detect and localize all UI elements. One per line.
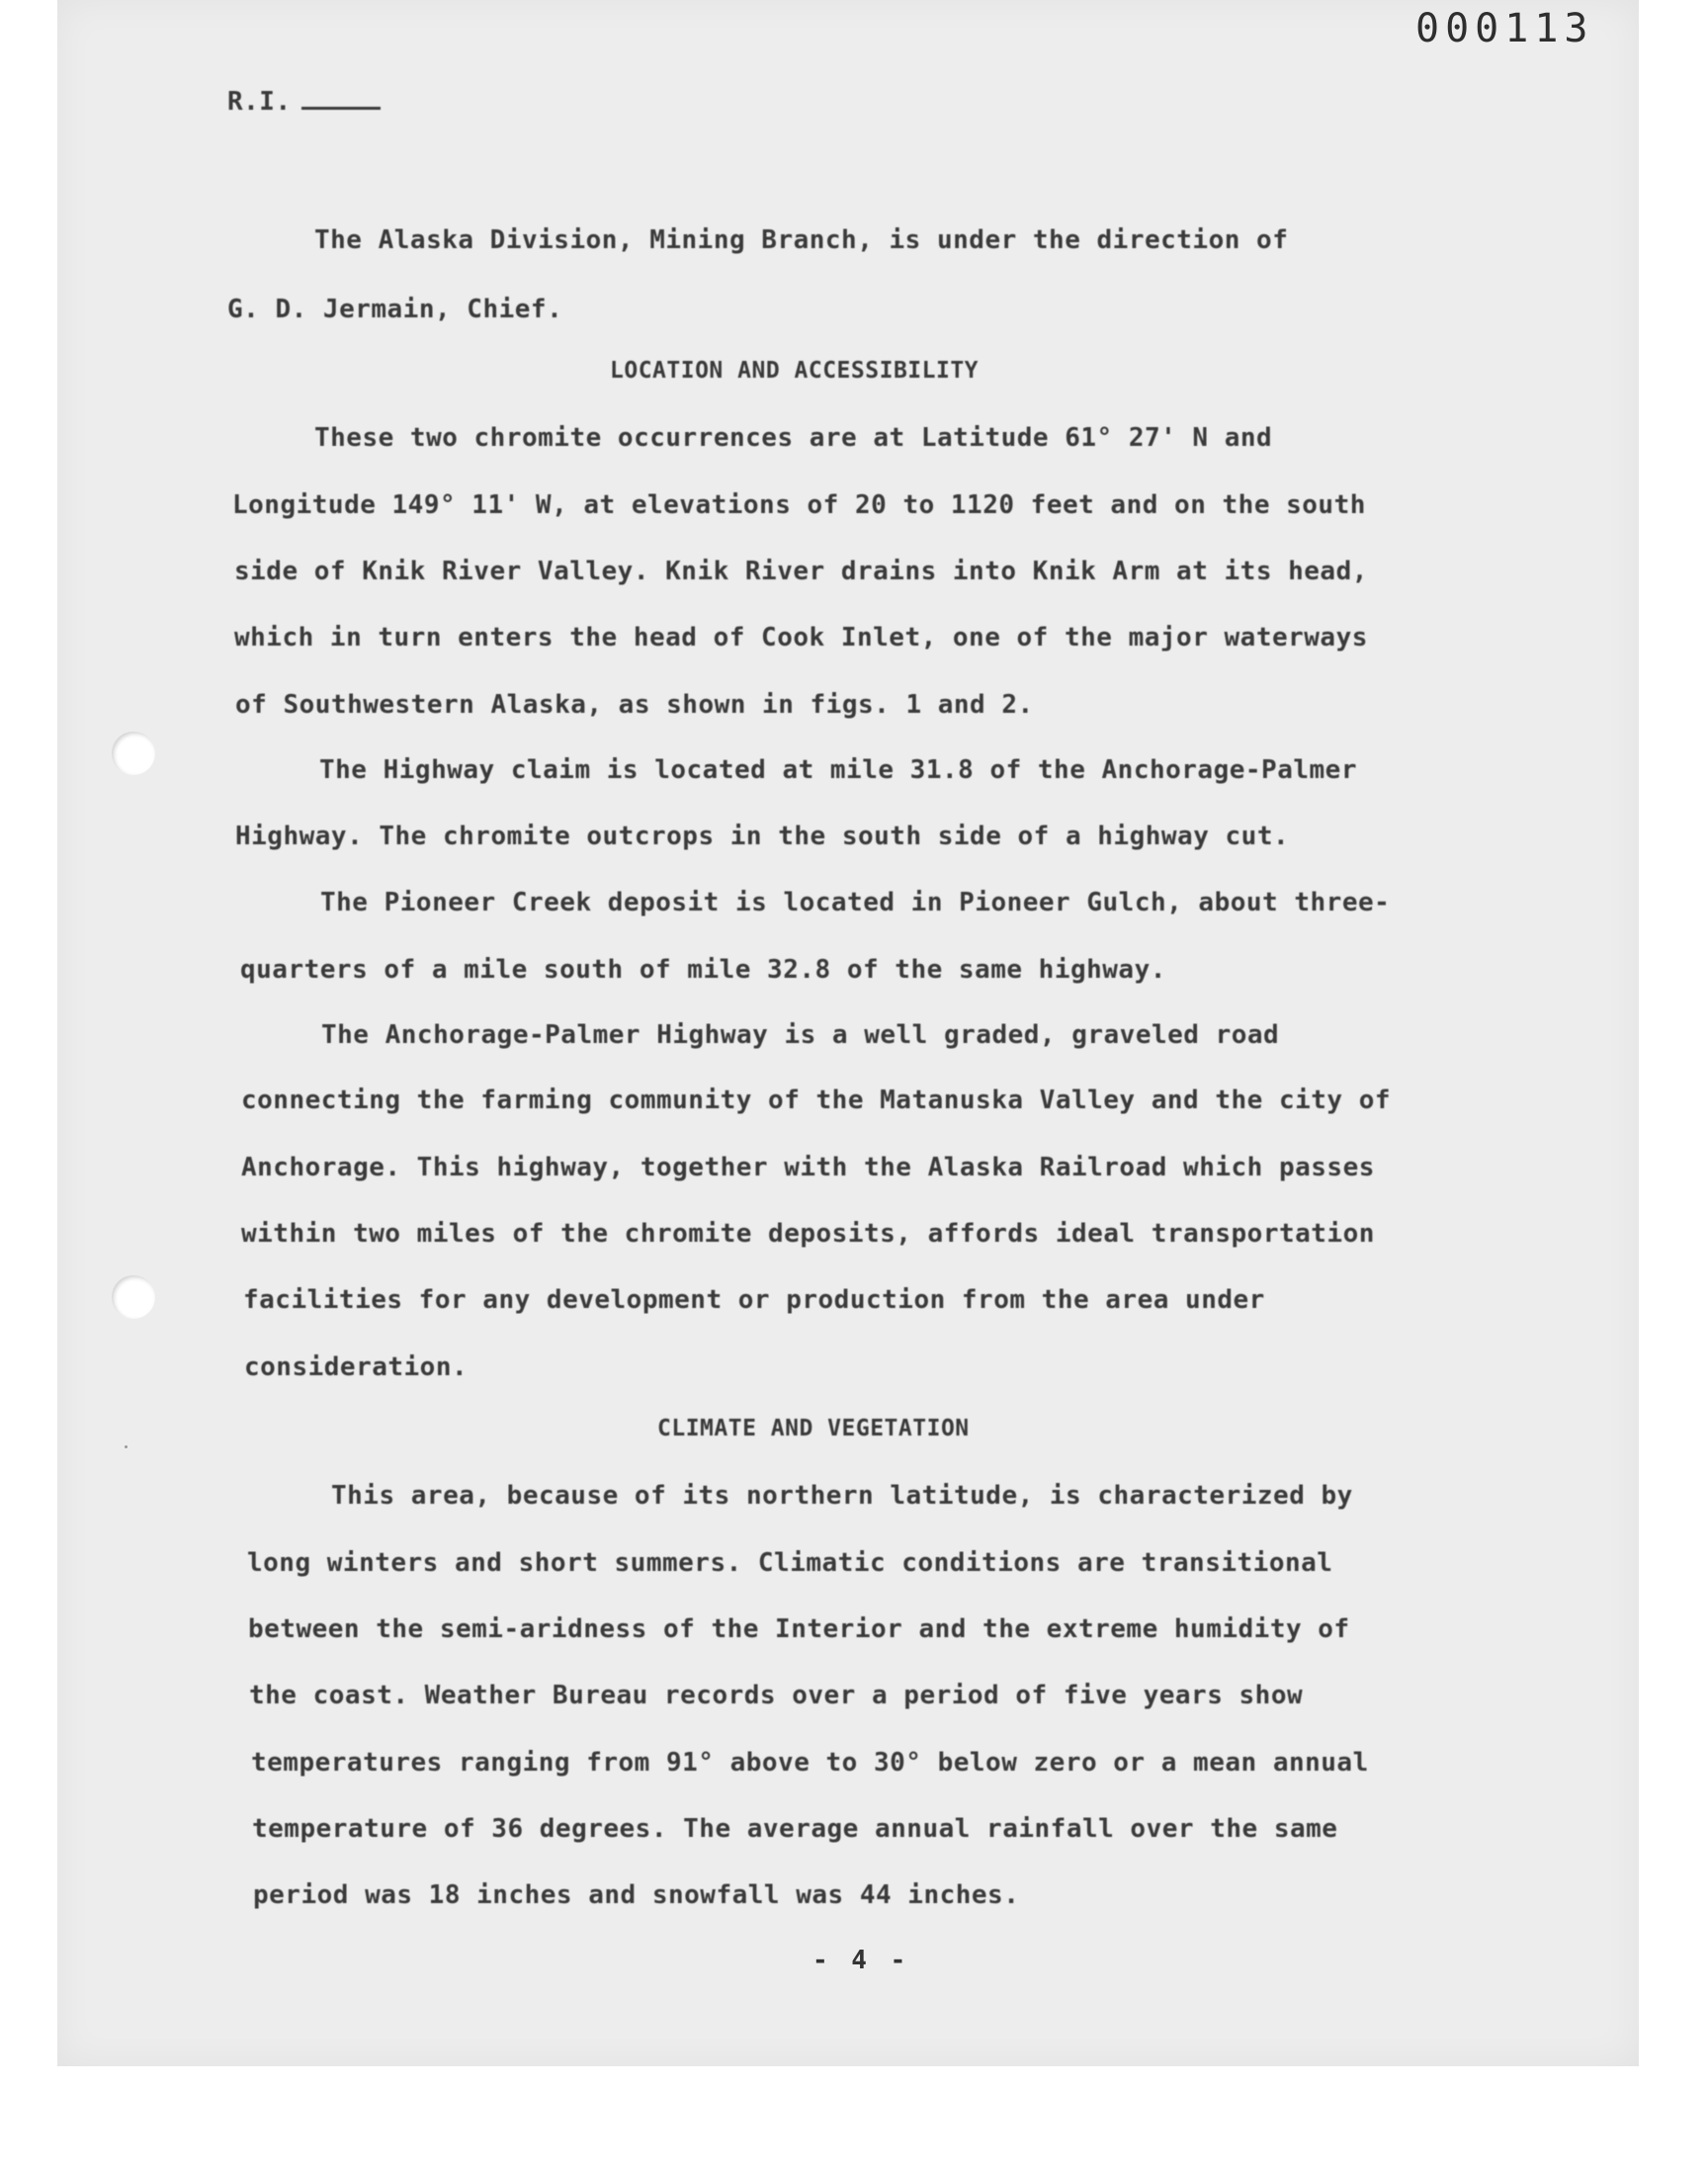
ri-blank-line <box>301 107 381 110</box>
text-line: The Highway claim is located at mile 31.8 of the Anchorage-Palmer <box>319 755 1357 785</box>
text-line: within two miles of the chromite deposits, affords ideal transportation <box>241 1219 1375 1249</box>
text-line: side of Knik River Valley. Knik River drains into Knik Arm at its head, <box>234 557 1368 586</box>
text-line: consideration. <box>244 1352 469 1382</box>
text-line: Anchorage. This highway, together with the Alaska Railroad which passes <box>241 1153 1375 1182</box>
text-line: quarters of a mile south of mile 32.8 of the same highway. <box>240 955 1166 985</box>
page-number: - 4 - <box>812 1946 910 1975</box>
text-line: period was 18 inches and snowfall was 44 inches. <box>253 1880 1020 1910</box>
text-line: of Southwestern Alaska, as shown in figs. 1 and 2. <box>235 690 1034 720</box>
text-line: Longitude 149° 11' W, at elevations of 20 to 1120 feet and on the south <box>232 490 1366 520</box>
text-line: G. D. Jermain, Chief. <box>227 295 563 324</box>
text-line: The Alaska Division, Mining Branch, is under the direction of <box>314 225 1289 255</box>
text-line: The Pioneer Creek deposit is located in Pioneer Gulch, about three- <box>320 888 1391 917</box>
punch-hole-bottom <box>112 1275 155 1319</box>
document-number: 000113 <box>1415 6 1594 51</box>
text-line: connecting the farming community of the Matanuska Valley and the city of <box>241 1086 1392 1115</box>
text-line: Highway. The chromite outcrops in the south side of a highway cut. <box>235 822 1290 851</box>
text-line: the coast. Weather Bureau records over a period of five years show <box>249 1681 1304 1710</box>
ri-label-row <box>227 87 381 117</box>
punch-hole-top <box>112 732 155 775</box>
section-heading-location: LOCATION AND ACCESSIBILITY <box>610 358 980 384</box>
text-line: The Anchorage-Palmer Highway is a well graded, graveled road <box>321 1020 1280 1050</box>
text-line: which in turn enters the head of Cook Inlet, one of the major waterways <box>234 623 1368 652</box>
text-line: These two chromite occurrences are at Latitude 61° 27' N and <box>314 423 1273 453</box>
text-line: facilities for any development or production from the area under <box>243 1285 1265 1315</box>
text-line: long winters and short summers. Climatic conditions are transitional <box>247 1548 1333 1578</box>
section-heading-climate: CLIMATE AND VEGETATION <box>657 1416 970 1441</box>
text-line: This area, because of its northern latitude, is characterized by <box>331 1481 1353 1511</box>
text-line: temperatures ranging from 91° above to 30° below zero or a mean annual <box>251 1748 1369 1778</box>
text-line: between the semi-aridness of the Interior and the extreme humidity of <box>248 1614 1350 1644</box>
ri-label: R.I. <box>227 87 292 117</box>
text-line: temperature of 36 degrees. The average annual rainfall over the same <box>252 1814 1338 1844</box>
paper-speck <box>125 1445 128 1448</box>
